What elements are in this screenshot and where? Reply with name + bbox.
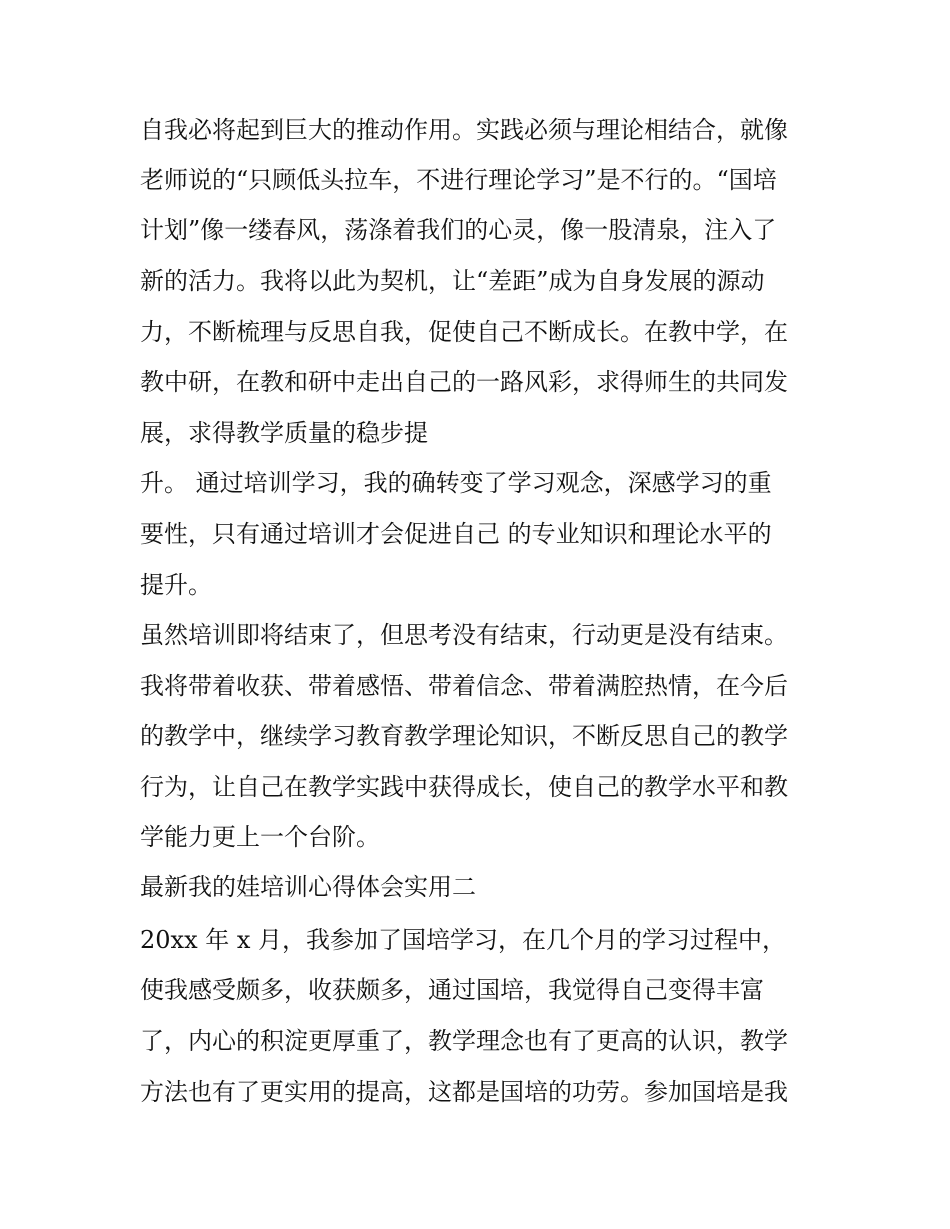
text-line: 老师说的“只顾低头拉车，不进行理论学习”是不行的。“国培 — [140, 166, 777, 194]
text-line: 学能力更上一个台阶。 — [140, 823, 380, 851]
text-line: 虽然培训即将结束了，但思考没有结束，行动更是没有结束。 — [140, 621, 788, 649]
text-line: 20xx 年 x 月，我参加了国培学习，在几个月的学习过程中， — [140, 926, 787, 954]
text-line: 方法也有了更实用的提高，这都是国培的功劳。参加国培是我 — [140, 1078, 788, 1106]
text-line: 教中研，在教和研中走出自己的一路风彩，求得师生的共同发 — [140, 368, 788, 396]
text-line: 我将带着收获、带着感悟、带着信念、带着满腔热情，在今后 — [140, 672, 788, 700]
text-line: 了，内心的积淀更厚重了，教学理念也有了更高的认识，教学 — [140, 1027, 788, 1055]
text-line: 的教学中，继续学习教育教学理论知识，不断反思自己的教学 — [140, 722, 788, 750]
text-line: 升。 通过培训学习，我的确转变了学习观念，深感学习的重 — [140, 469, 772, 497]
section-heading: 最新我的娃培训心得体会实用二 — [140, 873, 476, 901]
text-line: 提升。 — [140, 571, 212, 599]
text-line: 要性，只有通过培训才会促进自己 的专业知识和理论水平的 — [140, 520, 772, 548]
text-line: 展，求得教学质量的稳步提 — [140, 419, 428, 447]
text-line: 使我感受颇多，收获颇多，通过国培，我觉得自己变得丰富 — [140, 976, 764, 1004]
text-line: 计划”像一缕春风，荡涤着我们的心灵，像一股清泉，注入了 — [140, 216, 777, 244]
text-line: 力，不断梳理与反思自我，促使自己不断成长。在教中学，在 — [140, 318, 788, 346]
text-line: 自我必将起到巨大的推动作用。实践必须与理论相结合，就像 — [140, 116, 788, 144]
text-line: 新的活力。我将以此为契机，让“差距”成为自身发展的源动 — [140, 267, 765, 295]
text-line: 行为，让自己在教学实践中获得成长，使自己的教学水平和教 — [140, 773, 788, 801]
